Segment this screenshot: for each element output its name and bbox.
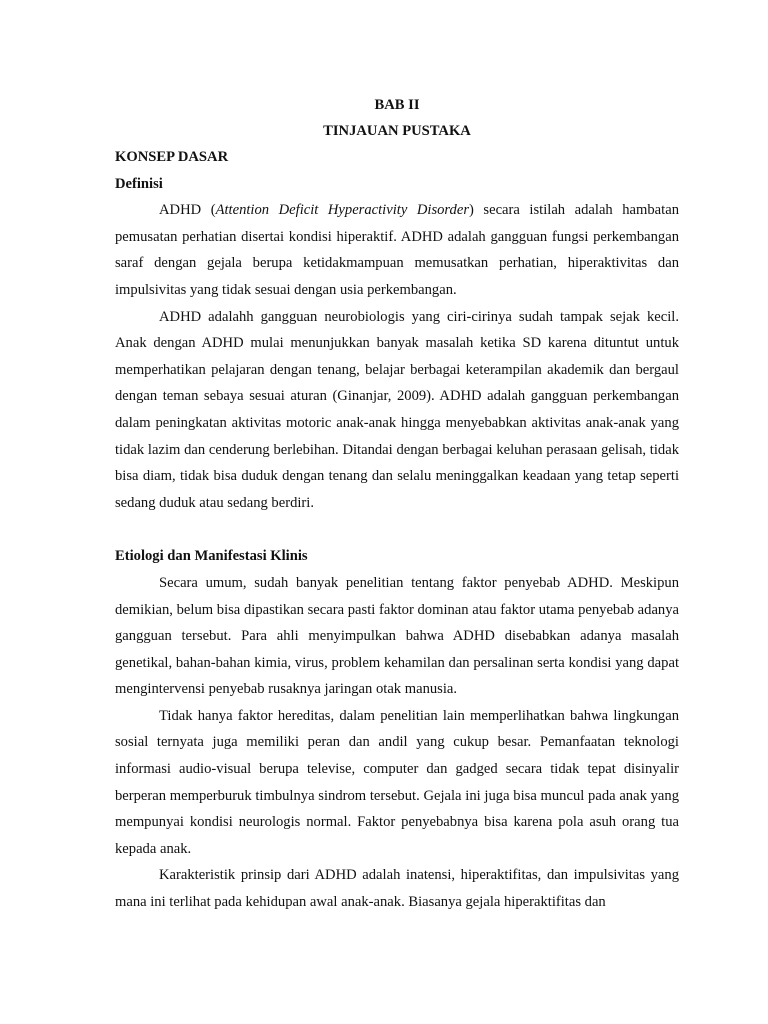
- chapter-title: TINJAUAN PUSTAKA: [323, 123, 471, 139]
- paragraph-text: ) secara istilah adalah hambatan pemusatan perhatian disertai kondisi hiperaktif. ADHD adalah gangguan fungsi perkembangan saraf dengan gejala berupa ketidakmampuan memusatkan perhatian, hiperaktivitas dan impulsivitas yang tidak sesuai dengan usia perkembangan.: [115, 202, 679, 298]
- section-spacer: [115, 516, 679, 543]
- italic-term: Attention Deficit Hyperactivity Disorder: [215, 202, 470, 219]
- paragraph-text: ADHD (: [159, 202, 216, 219]
- paragraph-etiologi-3: Karakteristik prinsip dari ADHD adalah inatensi, hiperaktifitas, dan impulsivitas yang mana ini terlihat pada kehidupan awal anak-anak. Biasanya gejala hiperaktifitas dan: [115, 867, 679, 911]
- subsection-heading-definisi: Definisi: [115, 175, 163, 192]
- subsection-heading-etiologi: Etiologi dan Manifestasi Klinis: [115, 548, 308, 565]
- section-heading: KONSEP DASAR: [115, 149, 229, 165]
- chapter-number: BAB II: [374, 97, 420, 113]
- paragraph-definisi-2: ADHD adalahh gangguan neurobiologis yang ciri-cirinya sudah tampak sejak kecil. Anak dengan ADHD mulai menunjukkan banyak masalah ketika SD karena dituntut untuk memperhatikan pelajaran dengan tenang, belajar berbagai keterampilan akademik dan bergaul dengan teman sebaya sesuai aturan (Ginanjar, 2009). ADHD adalah gangguan perkembangan dalam peningkatan aktivitas motoric anak-anak hingga menyebabkan aktivitas anak-anak yang tidak lazim dan cenderung berlebihan. Ditandai dengan berbagai keluhan perasaan gelisah, tidak bisa diam, tidak bisa duduk dengan tenang dan selalu meninggalkan keadaan yang tetap seperti sedang duduk atau sedang berdiri.: [115, 308, 679, 511]
- document-page: [115, 92, 679, 916]
- paragraph-definisi-1: [115, 197, 679, 303]
- paragraph-etiologi-1: Secara umum, sudah banyak penelitian tentang faktor penyebab ADHD. Meskipun demikian, belum bisa dipastikan secara pasti faktor dominan atau faktor utama penyebab adanya gangguan tersebut. Para ahli menyimpulkan bahwa ADHD disebabkan adanya masalah genetikal, bahan-bahan kimia, virus, problem kehamilan dan persalinan serta kondisi yang dapat mengintervensi penyebab rusaknya jaringan otak manusia.: [115, 574, 679, 698]
- paragraph-etiologi-2: Tidak hanya faktor hereditas, dalam penelitian lain memperlihatkan bahwa lingkungan sosial ternyata juga memiliki peran dan andil yang cukup besar. Pemanfaatan teknologi informasi audio-visual berupa televise, computer dan gadged secara tidak tepat disinyalir berperan memperburuk timbulnya sindrom tersebut. Gejala ini juga bisa muncul pada anak yang mempunyai kondisi neurologis normal. Faktor penyebabnya bisa karena pola asuh orang tua kepada anak.: [115, 707, 679, 857]
